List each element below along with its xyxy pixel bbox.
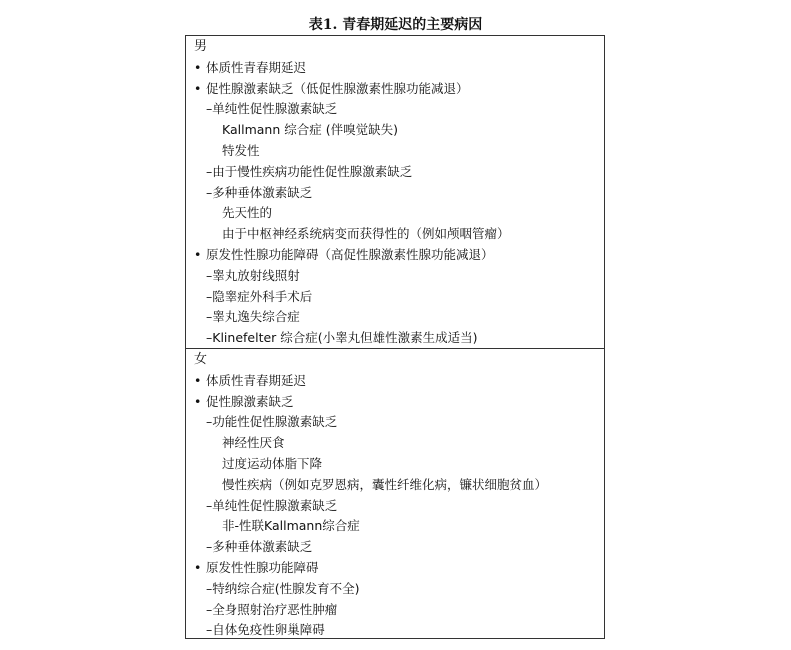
bullet-icon: • — [194, 247, 202, 262]
list-item — [206, 579, 360, 600]
list-item — [222, 475, 547, 496]
list-item-text: 非-性联Kallmann综合症 — [222, 518, 360, 534]
list-item-text: –功能性促性腺激素缺乏 — [206, 414, 338, 430]
list-item-text: 先天性的 — [222, 205, 273, 221]
list-item-text: –Klinefelter 综合症(小睾丸但雄性激素生成适当) — [206, 330, 478, 346]
list-item — [222, 516, 360, 537]
list-item-text: Kallmann 综合症 (伴嗅觉缺失) — [222, 122, 398, 138]
list-item — [222, 141, 260, 162]
list-item-text: –多种垂体激素缺乏 — [206, 184, 313, 200]
list-item — [206, 600, 337, 621]
list-item — [206, 307, 300, 328]
list-item-text: 特发性 — [222, 143, 260, 158]
list-item — [194, 79, 469, 100]
list-item — [206, 412, 337, 433]
list-item-text: 原发性性腺功能障碍 — [206, 560, 319, 575]
causes-table — [185, 35, 605, 639]
list-item-text: –全身照射治疗恶性肿瘤 — [206, 601, 338, 617]
list-item-text: 促性腺激素缺乏 — [206, 393, 294, 409]
list-item-text: –隐睾症外科手术后 — [206, 288, 313, 304]
list-item-text: –单纯性促性腺激素缺乏 — [206, 101, 338, 117]
list-item-text: 体质性青春期延迟 — [206, 59, 307, 75]
list-item — [206, 266, 300, 287]
list-item — [222, 203, 272, 224]
list-item — [222, 224, 510, 245]
list-item — [206, 99, 337, 120]
list-item-text: 促性腺激素缺乏（低促性腺激素性腺功能减退） — [206, 80, 469, 96]
bullet-icon: • — [194, 80, 202, 96]
list-item — [206, 496, 337, 517]
list-item-text: –自体免疫性卵巢障碍 — [206, 622, 325, 638]
list-item-text: –单纯性促性腺激素缺乏 — [206, 497, 338, 513]
female-section — [186, 348, 604, 638]
bullet-icon: • — [194, 372, 202, 388]
list-item-text: –睾丸放射线照射 — [206, 267, 300, 283]
table-title: 表1. 青春期延迟的主要病因 — [308, 17, 483, 33]
list-item — [206, 162, 412, 183]
list-item — [206, 620, 325, 641]
list-item — [206, 537, 312, 558]
list-item — [194, 58, 306, 79]
list-item — [206, 287, 312, 308]
list-item-text: 过度运动体脂下降 — [222, 456, 323, 471]
section-heading: 女 — [194, 352, 208, 367]
bullet-icon: • — [194, 560, 202, 575]
list-item-text: –睾丸逸失综合症 — [206, 309, 300, 325]
bullet-icon: • — [194, 393, 202, 409]
list-item-text: –特纳综合症(性腺发育不全) — [206, 580, 360, 596]
list-item — [194, 245, 494, 266]
list-item-text: –多种垂体激素缺乏 — [206, 539, 313, 555]
list-item — [222, 433, 285, 454]
list-item-text: 原发性性腺功能障碍（高促性腺激素性腺功能减退） — [206, 247, 494, 262]
list-item — [194, 371, 306, 392]
list-item-text: –由于慢性疾病功能性促性腺激素缺乏 — [206, 163, 413, 179]
section-heading: 男 — [194, 39, 208, 54]
list-item — [206, 328, 478, 349]
list-item-text: 由于中枢神经系统病变而获得性的（例如颅咽管瘤） — [222, 226, 510, 242]
list-item — [194, 558, 319, 579]
male-section — [186, 36, 604, 348]
list-item — [222, 120, 398, 141]
list-item — [194, 392, 294, 413]
bullet-icon: • — [194, 59, 202, 75]
list-item-text: 慢性疾病（例如克罗恩病，囊性纤维化病，镰状细胞贫血） — [222, 476, 548, 492]
list-item-text: 体质性青春期延迟 — [206, 372, 307, 388]
list-item — [222, 454, 322, 475]
list-item-text: 神经性厌食 — [222, 435, 285, 451]
list-item — [206, 183, 312, 204]
